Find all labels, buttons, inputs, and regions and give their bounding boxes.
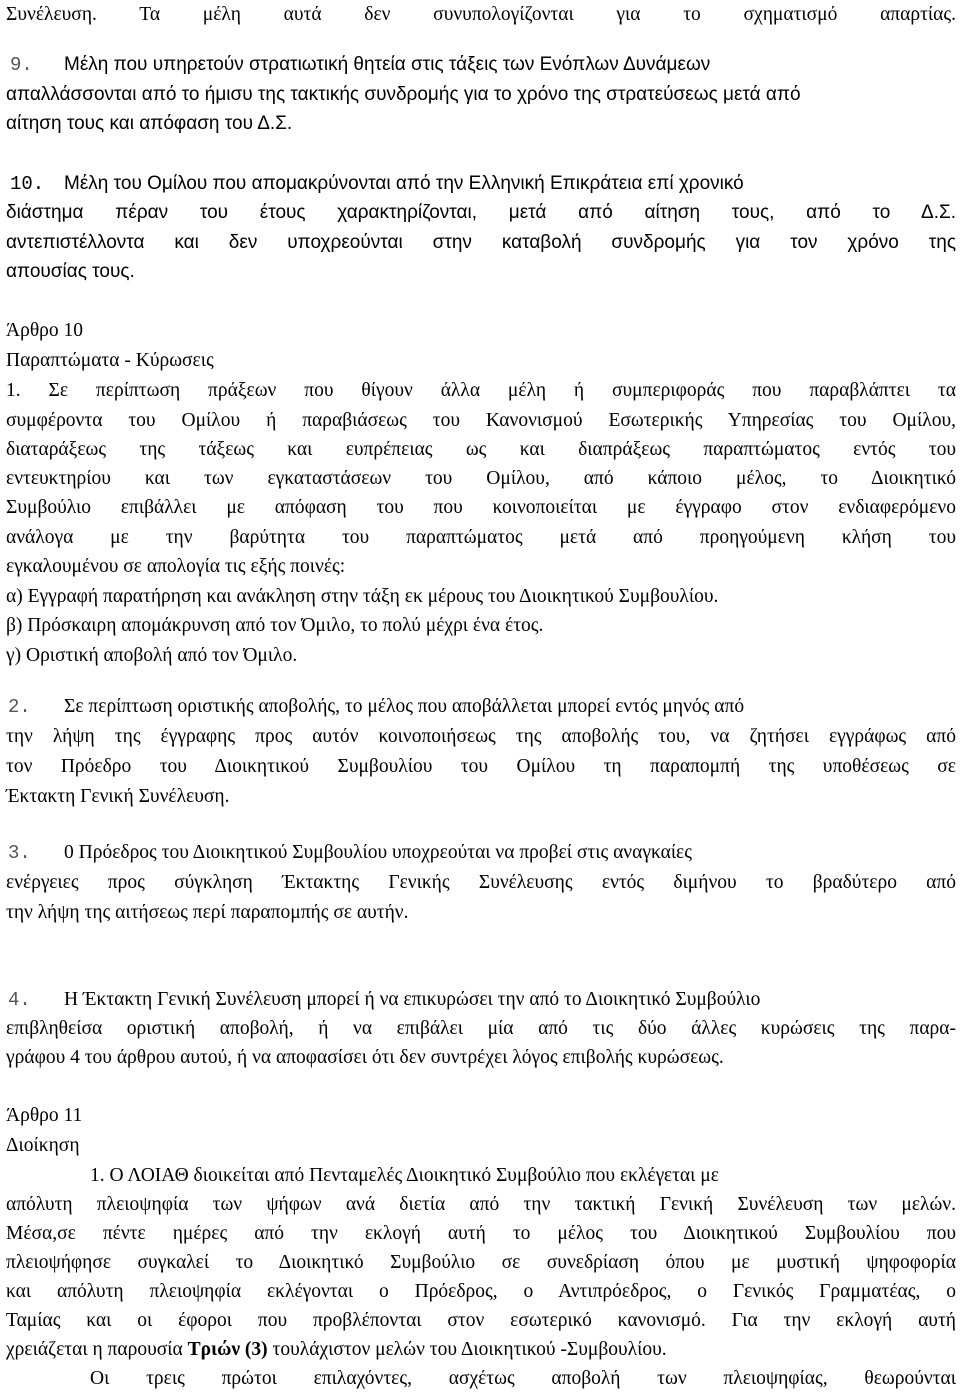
text-line: Ταμίας και οι έφοροι που προβλέπονται στον εσωτερικό κανονισμό. Για την εκλογή αυτή xyxy=(6,1310,956,1331)
text-line: επιβληθείσα οριστική αποβολή, ή να επιβάλει μία από τις δύο άλλες κυρώσεις της παρα- xyxy=(6,1018,956,1039)
text-line: την λήψη της έγγραφης προς αυτόν κοινοποιήσεως της αποβολής του, να ζητήσει εγγράφως από xyxy=(6,726,956,747)
text-line: συμφέροντα του Ομίλου ή παραβιάσεως του Κανονισμού Εσωτερικής Υπηρεσίας του Ομίλου, xyxy=(6,410,956,431)
list-item: β) Πρόσκαιρη απομάκρυνση από τον Όμιλο, το πολύ μέχρι ένα έτος. xyxy=(6,615,544,636)
article-10-title: Άρθρο 10 xyxy=(6,320,84,341)
text-line: απαλλάσσονται από το ήμισυ της τακτικής συνδρομής για το χρόνο της στρατεύσεως μετά από xyxy=(6,84,801,105)
text-line: 0 Πρόεδρος του Διοικητικού Συμβουλίου υποχρεούται να προβεί στις αναγκαίες xyxy=(64,842,692,863)
text-line: Συμβούλιο επιβάλλει με απόφαση του που κοινοποιείται με έγγραφο στον ενδιαφερόμενο xyxy=(6,497,956,518)
text-line: εγκαλουμένου σε απολογία τις εξής ποινές: xyxy=(6,556,346,577)
text-line: γράφου 4 του άρθρου αυτού, ή να αποφασίσει ότι δεν συντρέχει λόγος επιβολής κυρώσεως. xyxy=(6,1047,724,1068)
text-line: 1. Σε περίπτωση πράξεων που θίγουν άλλα μέλη ή συμπεριφοράς που παραβλάπτει τα xyxy=(6,380,956,401)
text-line: Μέσα,σε πέντε ημέρες από την εκλογή αυτή το μέλος του Διοικητικού Συμβουλίου που xyxy=(6,1223,956,1244)
text-line: Οι τρεις πρώτοι επιλαχόντες, ασχέτως αποβολή των πλειοψηφίας, θεωρούνται xyxy=(90,1368,956,1389)
text-line: αίτηση τους και απόφαση του Δ.Σ. xyxy=(6,113,293,134)
text-line: την λήψη της αιτήσεως περί παραπομπής σε αυτήν. xyxy=(6,902,409,923)
text-line: διάστημα πέραν του έτους χαρακτηρίζονται, μετά από αίτηση τους, από το Δ.Σ. xyxy=(6,202,956,223)
text-line: απόλυτη πλειοψηφία των ψήφων ανά διετία από την τακτική Γενική Συνέλευση των μελών. xyxy=(6,1194,956,1215)
text-line: Μέλη που υπηρετούν στρατιωτική θητεία στις τάξεις των Ενόπλων Δυνάμεων xyxy=(64,54,711,75)
text-line: Σε περίπτωση οριστικής αποβολής, το μέλος που αποβάλλεται μπορεί εντός μηνός από xyxy=(64,696,745,717)
text-line: ανάλογα με την βαρύτητα του παραπτώματος μετά από προηγούμενη κλήση του xyxy=(6,527,956,548)
text-fragment: τουλάχιστον μελών του Διοικητικού -Συμβουλίου. xyxy=(267,1339,667,1360)
text-line: πλειοψήφησε συγκαλεί το Διοικητικό Συμβούλιο σε συνεδρίαση όπου με μυστική ψηφοφορία xyxy=(6,1252,956,1273)
list-item: γ) Οριστική αποβολή από τον Όμιλο. xyxy=(6,645,298,666)
text-line: Συνέλευση. Τα μέλη αυτά δεν συνυπολογίζονται για το σχηματισμό απαρτίας. xyxy=(6,4,956,25)
text-line: και απόλυτη πλειοψηφία εκλέγονται ο Πρόεδρος, ο Αντιπρόεδρος, ο Γενικός Γραμματέας, ο xyxy=(6,1281,956,1302)
item-number: 9. xyxy=(10,54,33,76)
item-number: 3. xyxy=(8,842,31,864)
text-line: ενέργειες προς σύγκληση Έκτακτης Γενικής Συνέλευσης εντός διμήνου το βραδύτερο από xyxy=(6,872,956,893)
item-number: 10. xyxy=(10,173,45,195)
text-line: Έκτακτη Γενική Συνέλευση. xyxy=(6,786,230,807)
item-number: 4. xyxy=(8,989,31,1011)
text-line: διαταράξεως της τάξεως και ευπρέπειας ως και διαπράξεως παραπτώματος εντός του xyxy=(6,439,956,460)
article-11-subtitle: Διοίκηση xyxy=(6,1135,80,1156)
text-line: αντεπιστέλλοντα και δεν υποχρεούνται στην καταβολή συνδρομής για τον χρόνο της xyxy=(6,232,956,253)
bold-text: Τριών (3) xyxy=(187,1339,268,1360)
text-line: εντευκτηρίου και των εγκαταστάσεων του Ομίλου, από κάποιο μέλος, το Διοικητικό xyxy=(6,468,956,489)
text-line xyxy=(6,1335,667,1364)
text-line: 1. Ο ΛΟΙΑΘ διοικείται από Πενταμελές Διοικητικό Συμβούλιο που εκλέγεται με xyxy=(90,1165,719,1186)
list-item: α) Εγγραφή παρατήρηση και ανάκληση στην τάξη εκ μέρους του Διοικητικού Συμβουλίου. xyxy=(6,586,719,607)
text-line: Μέλη του Ομίλου που απομακρύνονται από την Ελληνική Επικράτεια επί χρονικό xyxy=(64,173,744,194)
text-fragment: χρειάζεται η παρουσία xyxy=(6,1339,188,1360)
article-11-title: Άρθρο 11 xyxy=(6,1105,83,1126)
article-10-subtitle: Παραπτώματα - Κύρωσεις xyxy=(6,350,214,371)
text-line: τον Πρόεδρο του Διοικητικού Συμβουλίου του Ομίλου τη παραπομπή της υποθέσεως σε xyxy=(6,756,956,777)
item-number: 2. xyxy=(8,696,31,718)
text-line: Η Έκτακτη Γενική Συνέλευση μπορεί ή να επικυρώσει την από το Διοικητικό Συμβούλιο xyxy=(64,989,761,1010)
text-line: απουσίας τους. xyxy=(6,261,135,282)
